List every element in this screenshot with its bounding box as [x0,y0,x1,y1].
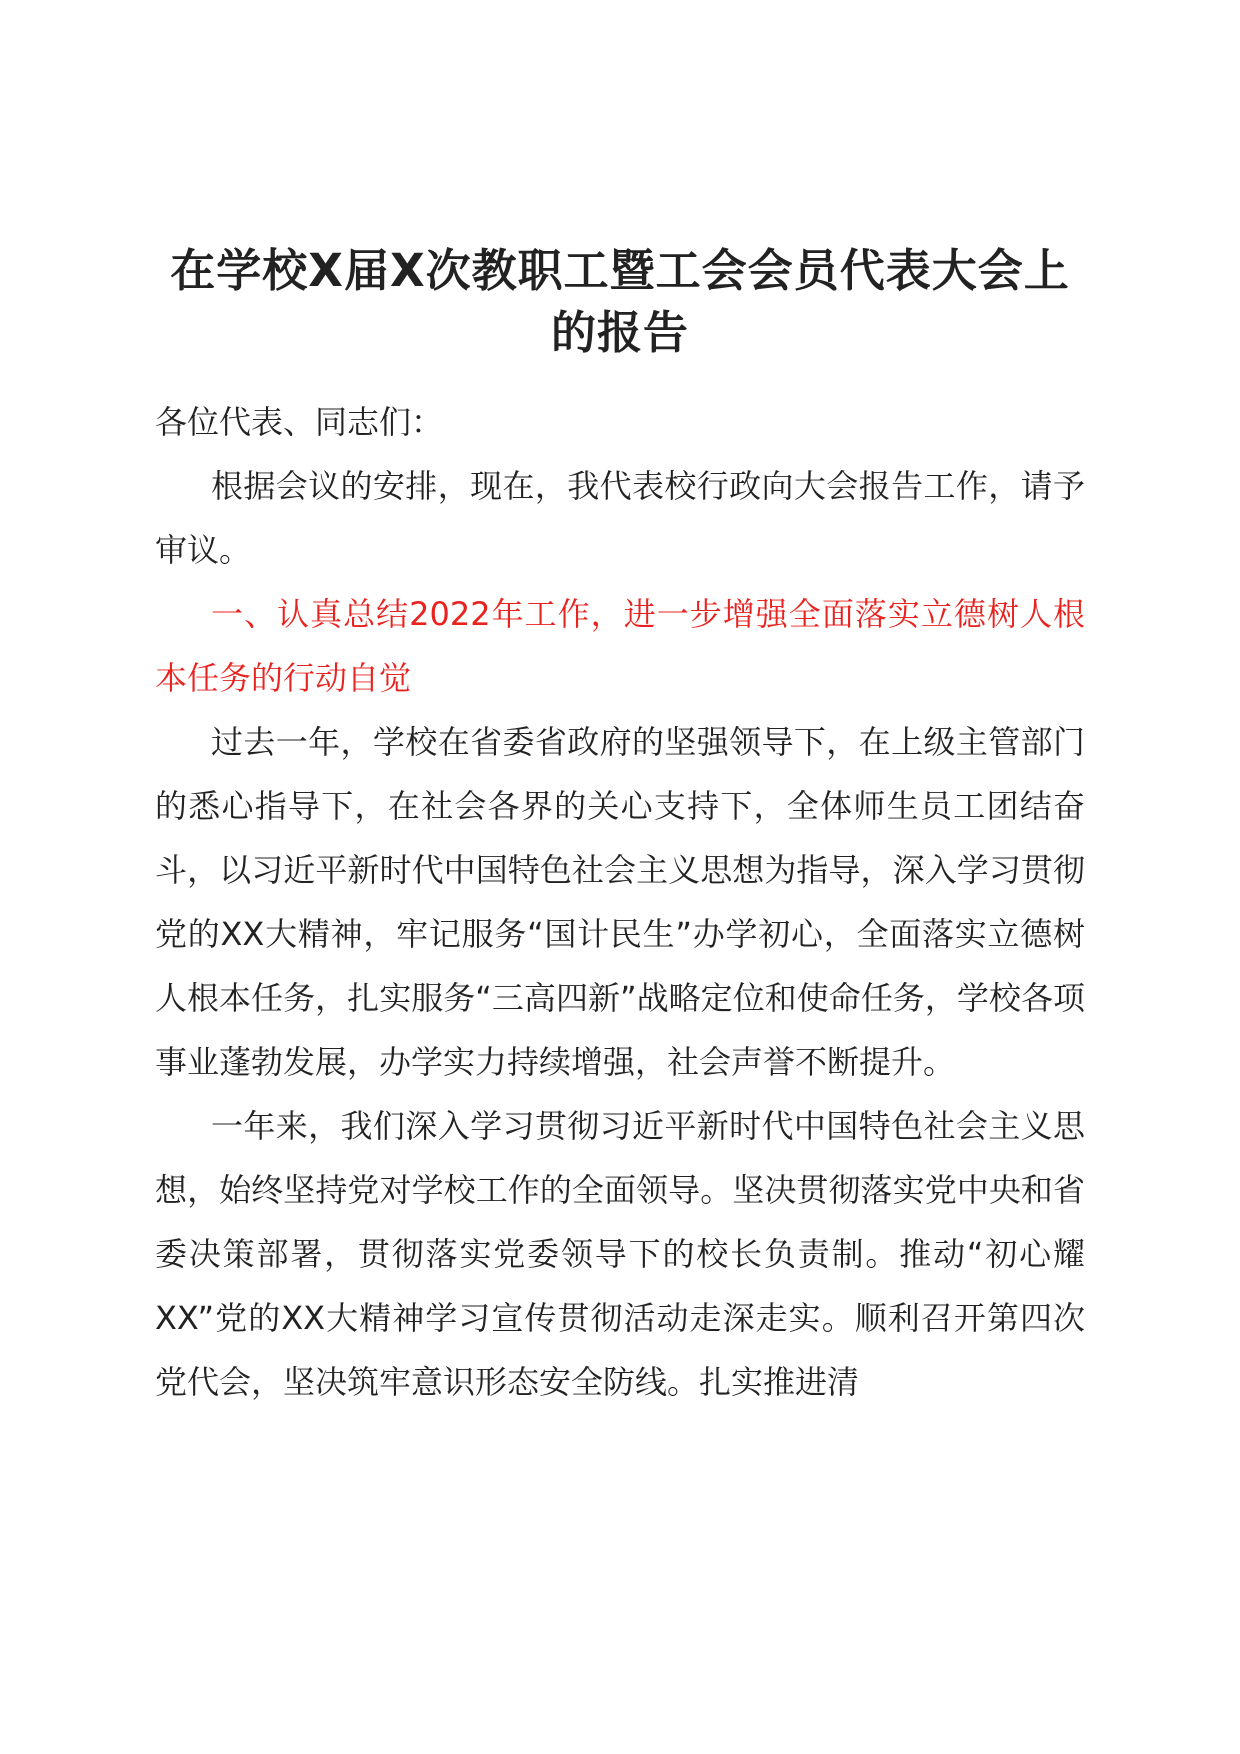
document-page [155,240,1085,1414]
body-paragraph-1: 过去一年，学校在省委省政府的坚强领导下，在上级主管部门的悉心指导下，在社会各界的关心支持下，全体师生员工团结奋斗，以习近平新时代中国特色社会主义思想为指导，深入学习贯彻党的XX大精神，牢记服务“国计民生”办学初心，全面落实立德树人根本任务，扎实服务“三高四新”战略定位和使命任务，学校各项事业蓬勃发展，办学实力持续增强，社会声誉不断提升。 [155,723,1085,1081]
intro-paragraph: 根据会议的安排，现在，我代表校行政向大会报告工作，请予审议。 [155,467,1085,569]
body-paragraph-2: 一年来，我们深入学习贯彻习近平新时代中国特色社会主义思想，始终坚持党对学校工作的全面领导。坚决贯彻落实党中央和省委决策部署，贯彻落实党委领导下的校长负责制。推动“初心耀XX”党的XX大精神学习宣传贯彻活动走深走实。顺利召开第四次党代会，坚决筑牢意识形态安全防线。扎实推进清 [155,1107,1085,1401]
section-heading: 一、认真总结2022年工作，进一步增强全面落实立德树人根本任务的行动自觉 [155,595,1085,697]
salutation: 各位代表、同志们： [155,403,444,441]
document-title: 在学校X届X次教职工暨工会会员代表大会上的报告 [170,244,1070,359]
